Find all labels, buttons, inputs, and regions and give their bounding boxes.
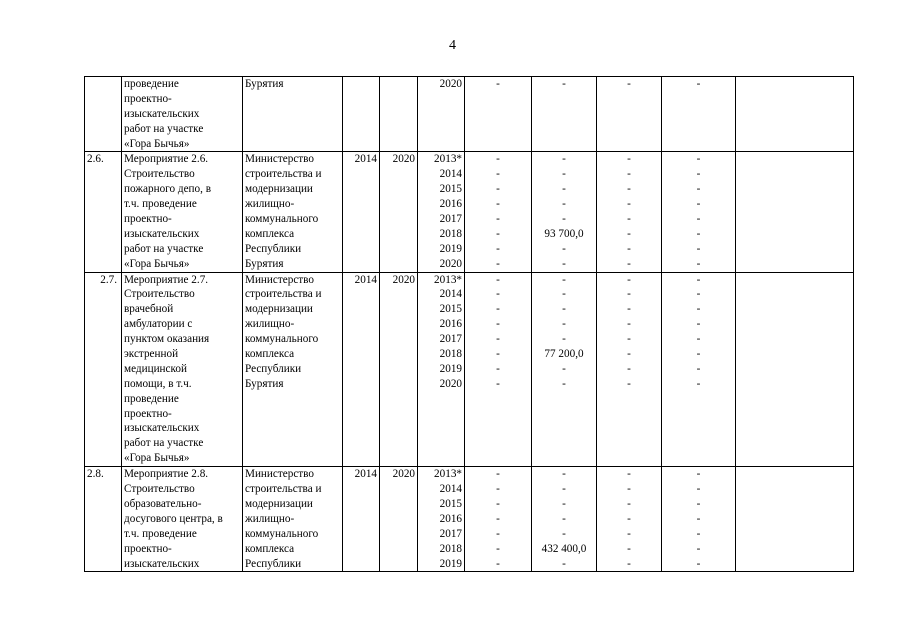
value-b-cell-line: - bbox=[562, 168, 566, 181]
note-cell-text bbox=[738, 273, 851, 288]
value-d-cell-line: - bbox=[696, 557, 701, 570]
event-cell-line: работ на участке bbox=[124, 122, 204, 135]
executor-cell-line: Бурятия bbox=[245, 78, 284, 90]
value-d-cell-line: - bbox=[696, 168, 701, 181]
year-cell bbox=[418, 152, 465, 272]
value-b-cell-line: - bbox=[562, 242, 566, 255]
value-a-cell-line: - bbox=[496, 257, 500, 270]
note-cell-text bbox=[738, 467, 851, 482]
event-cell bbox=[122, 152, 243, 272]
executor-cell-line: коммунального bbox=[245, 527, 319, 540]
value-a-cell-line: - bbox=[496, 362, 500, 375]
executor-cell-line: Министерство bbox=[245, 153, 314, 166]
year-cell bbox=[418, 467, 465, 572]
value-b-cell-line: - bbox=[562, 527, 566, 540]
value-a-cell-line: - bbox=[496, 512, 500, 525]
value-d-cell-line: - bbox=[696, 213, 701, 226]
value-d-cell-line: - bbox=[696, 527, 701, 540]
executor-cell-line: строительства и bbox=[245, 288, 322, 301]
value-a-cell-line: - bbox=[496, 273, 500, 286]
value-c-cell-line: - bbox=[627, 333, 631, 346]
event-cell-line: работ на участке bbox=[124, 242, 204, 255]
value-d-cell-line: - bbox=[696, 318, 701, 331]
value-d-cell-line: - bbox=[696, 483, 701, 496]
year-cell-line: 2013* bbox=[434, 153, 462, 166]
event-cell-line: т.ч. проведение bbox=[124, 527, 197, 540]
year-cell-line: 2019 bbox=[439, 362, 462, 375]
end-year-cell bbox=[380, 467, 418, 572]
value-c-cell-line: - bbox=[627, 348, 631, 361]
row-number-cell bbox=[85, 77, 122, 152]
value-b-cell-line: - bbox=[562, 497, 566, 510]
executor-cell-line: строительства и bbox=[245, 483, 322, 496]
executor-cell bbox=[243, 467, 343, 572]
value-a-cell-line: - bbox=[496, 78, 500, 90]
value-d-cell bbox=[662, 467, 736, 572]
value-c-cell-line: - bbox=[627, 183, 631, 196]
event-cell-line: проектно- bbox=[124, 92, 172, 105]
event-cell-line: «Гора Бычья» bbox=[124, 452, 190, 465]
year-cell-line: 2017 bbox=[439, 527, 462, 540]
value-c-cell-line: - bbox=[627, 153, 631, 166]
value-c-cell-line: - bbox=[627, 512, 631, 525]
value-b-cell bbox=[532, 467, 597, 572]
executor-cell-line: Бурятия bbox=[245, 257, 284, 270]
executor-cell-line: модернизации bbox=[245, 183, 313, 196]
value-b-cell-line: - bbox=[562, 257, 566, 270]
value-c-cell-line: - bbox=[627, 468, 631, 481]
value-d-cell-line: - bbox=[696, 198, 701, 211]
executor-cell-line: жилищно- bbox=[245, 198, 295, 211]
value-b-cell-line: - bbox=[562, 512, 566, 525]
value-c-cell-line: - bbox=[627, 303, 631, 316]
executor-cell bbox=[243, 272, 343, 467]
start-year-cell bbox=[343, 272, 380, 467]
year-cell-line: 2017 bbox=[439, 333, 462, 346]
executor-cell-line: модернизации bbox=[245, 303, 313, 316]
event-cell-line: изыскательских bbox=[124, 107, 200, 120]
value-b-cell-line: 77 200,0 bbox=[544, 348, 584, 361]
event-cell-line: Строительство bbox=[124, 168, 195, 181]
year-cell-line: 2016 bbox=[439, 512, 462, 525]
executor-cell-line: жилищно- bbox=[245, 318, 295, 331]
event-cell-line: изыскательских bbox=[124, 227, 200, 240]
value-a-cell bbox=[465, 152, 532, 272]
value-c-cell-line: - bbox=[627, 213, 631, 226]
value-a-cell-line: - bbox=[496, 168, 500, 181]
year-cell-line: 2019 bbox=[439, 557, 462, 570]
note-cell-text bbox=[738, 77, 851, 92]
value-a-cell-line: - bbox=[496, 557, 500, 570]
value-c-cell-line: - bbox=[627, 257, 631, 270]
note-cell bbox=[736, 467, 854, 572]
executor-cell-line: Бурятия bbox=[245, 377, 284, 390]
year-cell-line: 2020 bbox=[439, 257, 462, 270]
event-cell-line: проектно- bbox=[124, 407, 172, 420]
value-d-cell-line: - bbox=[696, 153, 701, 166]
end-year-cell-text: 2020 bbox=[392, 153, 415, 166]
value-d-cell-line: - bbox=[696, 542, 701, 555]
event-cell-line: медицинской bbox=[124, 362, 187, 375]
note-cell bbox=[736, 152, 854, 272]
executor-cell-line: коммунального bbox=[245, 213, 319, 226]
start-year-cell bbox=[343, 77, 380, 152]
start-year-cell-text: 2014 bbox=[354, 468, 377, 481]
event-cell-line: проектно- bbox=[124, 213, 172, 226]
value-a-cell-line: - bbox=[496, 542, 500, 555]
year-cell-line: 2014 bbox=[439, 288, 462, 301]
year-cell-line: 2018 bbox=[439, 542, 462, 555]
value-d-cell-line: - bbox=[696, 288, 701, 301]
value-a-cell-line: - bbox=[496, 213, 500, 226]
executor-cell-line: жилищно- bbox=[245, 512, 295, 525]
value-b-cell-line: - bbox=[562, 78, 566, 90]
event-cell-line: Мероприятие 2.7. bbox=[124, 273, 209, 286]
value-c-cell bbox=[597, 467, 662, 572]
event-cell-line: пожарного депо, в bbox=[124, 183, 211, 196]
value-a-cell-line: - bbox=[496, 468, 500, 481]
row-number-cell-text: 2.8. bbox=[87, 468, 104, 481]
executor-cell-line: коммунального bbox=[245, 333, 319, 346]
value-d-cell-line: - bbox=[696, 78, 701, 90]
value-d-cell-line: - bbox=[696, 512, 701, 525]
executor-cell-line: комплекса bbox=[245, 348, 295, 361]
value-c-cell-line: - bbox=[627, 273, 631, 286]
value-a-cell-line: - bbox=[496, 183, 500, 196]
year-cell-line: 2015 bbox=[439, 303, 462, 316]
end-year-cell-text: 2020 bbox=[392, 273, 415, 286]
start-year-cell-text: 2014 bbox=[354, 153, 377, 166]
year-cell-line: 2014 bbox=[439, 168, 462, 181]
value-a-cell bbox=[465, 77, 532, 152]
value-b-cell bbox=[532, 272, 597, 467]
executor-cell-line: строительства и bbox=[245, 168, 322, 181]
executor-cell-line: Министерство bbox=[245, 468, 314, 481]
year-cell-line: 2018 bbox=[439, 227, 462, 240]
row-number-cell-text bbox=[87, 77, 119, 92]
value-a-cell-line: - bbox=[496, 318, 500, 331]
value-b-cell-line: - bbox=[562, 273, 566, 286]
value-b-cell bbox=[532, 152, 597, 272]
value-c-cell-line: - bbox=[627, 542, 631, 555]
note-cell bbox=[736, 272, 854, 467]
value-c-cell bbox=[597, 272, 662, 467]
event-cell bbox=[122, 467, 243, 572]
value-c-cell-line: - bbox=[627, 288, 631, 301]
value-c-cell-line: - bbox=[627, 557, 631, 570]
year-cell-line: 2016 bbox=[439, 198, 462, 211]
value-b-cell-line: - bbox=[562, 557, 566, 570]
year-cell-line: 2013* bbox=[434, 273, 462, 286]
value-c-cell bbox=[597, 77, 662, 152]
value-d-cell-line: - bbox=[696, 303, 701, 316]
event-cell-line: образовательно- bbox=[124, 497, 202, 510]
value-d-cell-line: - bbox=[696, 183, 701, 196]
note-cell bbox=[736, 77, 854, 152]
value-d-cell-line: - bbox=[696, 242, 701, 255]
value-b-cell-line: - bbox=[562, 362, 566, 375]
value-c-cell-line: - bbox=[627, 168, 631, 181]
start-year-cell-text bbox=[345, 77, 377, 92]
value-a-cell-line: - bbox=[496, 227, 500, 240]
year-cell-line: 2019 bbox=[439, 242, 462, 255]
row-number-cell-text: 2.7. bbox=[100, 273, 117, 286]
end-year-cell bbox=[380, 152, 418, 272]
table-row bbox=[85, 272, 854, 467]
value-c-cell-line: - bbox=[627, 497, 631, 510]
value-a-cell-line: - bbox=[496, 242, 500, 255]
start-year-cell bbox=[343, 467, 380, 572]
value-b-cell-line: - bbox=[562, 153, 566, 166]
event-cell-line: изыскательских bbox=[124, 557, 200, 570]
value-c-cell-line: - bbox=[627, 78, 631, 90]
value-b-cell-line: - bbox=[562, 303, 566, 316]
event-cell-line: Мероприятие 2.8. bbox=[124, 468, 209, 481]
value-a-cell-line: - bbox=[496, 153, 500, 166]
year-cell-line: 2017 bbox=[439, 213, 462, 226]
value-d-cell-line: - bbox=[696, 257, 701, 270]
event-cell-line: проведение bbox=[124, 78, 179, 90]
event-cell-line: пунктом оказания bbox=[124, 333, 210, 346]
executor-cell bbox=[243, 77, 343, 152]
table-row bbox=[85, 152, 854, 272]
value-d-cell bbox=[662, 272, 736, 467]
value-d-cell-line: - bbox=[696, 362, 701, 375]
executor-cell-line: модернизации bbox=[245, 497, 313, 510]
row-number-cell bbox=[85, 467, 122, 572]
row-number-cell-text: 2.6. bbox=[87, 153, 104, 166]
value-b-cell-line: - bbox=[562, 318, 566, 331]
event-cell-line: проектно- bbox=[124, 542, 172, 555]
table-row bbox=[85, 467, 854, 572]
end-year-cell-text: 2020 bbox=[392, 468, 415, 481]
executor-cell-line: комплекса bbox=[245, 227, 295, 240]
value-a-cell-line: - bbox=[496, 527, 500, 540]
value-c-cell-line: - bbox=[627, 377, 631, 390]
year-cell-line: 2013* bbox=[434, 468, 462, 481]
value-d-cell-line: - bbox=[696, 333, 701, 346]
value-c-cell-line: - bbox=[627, 198, 631, 211]
event-cell-line: помощи, в т.ч. bbox=[124, 377, 192, 390]
value-a-cell-line: - bbox=[496, 198, 500, 211]
value-d-cell-line: - bbox=[696, 348, 701, 361]
year-cell-line: 2020 bbox=[439, 78, 462, 90]
value-c-cell bbox=[597, 152, 662, 272]
event-cell-line: «Гора Бычья» bbox=[124, 137, 190, 150]
end-year-cell-text bbox=[382, 77, 415, 92]
value-d-cell bbox=[662, 77, 736, 152]
executor-cell-line: Республики bbox=[245, 557, 302, 570]
executor-cell-line: Министерство bbox=[245, 273, 314, 286]
event-cell-line: Строительство bbox=[124, 288, 195, 301]
program-table bbox=[84, 76, 854, 572]
value-a-cell-line: - bbox=[496, 333, 500, 346]
value-a-cell bbox=[465, 272, 532, 467]
value-d-cell-line: - bbox=[696, 377, 701, 390]
value-a-cell-line: - bbox=[496, 288, 500, 301]
page-number: 4 bbox=[449, 38, 456, 53]
row-number-cell bbox=[85, 272, 122, 467]
end-year-cell bbox=[380, 272, 418, 467]
value-b-cell-line: - bbox=[562, 468, 566, 481]
value-a-cell-line: - bbox=[496, 483, 500, 496]
value-d-cell-line: - bbox=[696, 273, 701, 286]
value-d-cell bbox=[662, 152, 736, 272]
value-c-cell-line: - bbox=[627, 362, 631, 375]
value-a-cell-line: - bbox=[496, 377, 500, 390]
event-cell bbox=[122, 272, 243, 467]
value-d-cell-line: - bbox=[696, 497, 701, 510]
value-d-cell-line: - bbox=[696, 227, 701, 240]
value-d-cell-line: - bbox=[696, 468, 701, 481]
value-c-cell-line: - bbox=[627, 527, 631, 540]
year-cell bbox=[418, 77, 465, 152]
value-b-cell-line: - bbox=[562, 333, 566, 346]
value-b-cell-line: - bbox=[562, 198, 566, 211]
table-body bbox=[85, 77, 854, 572]
executor-cell bbox=[243, 152, 343, 272]
event-cell-line: изыскательских bbox=[124, 422, 200, 435]
value-c-cell-line: - bbox=[627, 483, 631, 496]
year-cell-line: 2016 bbox=[439, 318, 462, 331]
value-b-cell-line: - bbox=[562, 183, 566, 196]
value-b-cell-line: - bbox=[562, 483, 566, 496]
event-cell-line: Мероприятие 2.6. bbox=[124, 153, 209, 166]
event-cell-line: экстренной bbox=[124, 348, 179, 361]
value-b-cell-line: - bbox=[562, 288, 566, 301]
value-c-cell-line: - bbox=[627, 318, 631, 331]
value-a-cell-line: - bbox=[496, 497, 500, 510]
value-b-cell-line: - bbox=[562, 377, 566, 390]
value-a-cell-line: - bbox=[496, 303, 500, 316]
start-year-cell-text: 2014 bbox=[354, 273, 377, 286]
executor-cell-line: комплекса bbox=[245, 542, 295, 555]
row-number-cell bbox=[85, 152, 122, 272]
start-year-cell bbox=[343, 152, 380, 272]
value-c-cell-line: - bbox=[627, 227, 631, 240]
value-b-cell-line: 432 400,0 bbox=[541, 542, 587, 555]
year-cell-line: 2018 bbox=[439, 348, 462, 361]
event-cell-line: врачебной bbox=[124, 303, 174, 316]
table-row bbox=[85, 77, 854, 152]
end-year-cell bbox=[380, 77, 418, 152]
event-cell-line: амбулатории с bbox=[124, 318, 193, 331]
value-a-cell bbox=[465, 467, 532, 572]
executor-cell-line: Республики bbox=[245, 242, 302, 255]
note-cell-text bbox=[738, 152, 851, 167]
year-cell-line: 2014 bbox=[439, 483, 462, 496]
event-cell-line: досугового центра, в bbox=[124, 512, 223, 525]
event-cell bbox=[122, 77, 243, 152]
year-cell-line: 2020 bbox=[439, 377, 462, 390]
event-cell-line: проведение bbox=[124, 392, 179, 405]
event-cell-line: работ на участке bbox=[124, 437, 204, 450]
value-c-cell-line: - bbox=[627, 242, 631, 255]
event-cell-line: т.ч. проведение bbox=[124, 198, 197, 211]
event-cell-line: Строительство bbox=[124, 483, 195, 496]
executor-cell-line: Республики bbox=[245, 362, 302, 375]
year-cell-line: 2015 bbox=[439, 497, 462, 510]
value-b-cell-line: - bbox=[562, 213, 566, 226]
year-cell bbox=[418, 272, 465, 467]
value-b-cell bbox=[532, 77, 597, 152]
event-cell-line: «Гора Бычья» bbox=[124, 257, 190, 270]
value-a-cell-line: - bbox=[496, 348, 500, 361]
value-b-cell-line: 93 700,0 bbox=[544, 227, 584, 240]
year-cell-line: 2015 bbox=[439, 183, 462, 196]
